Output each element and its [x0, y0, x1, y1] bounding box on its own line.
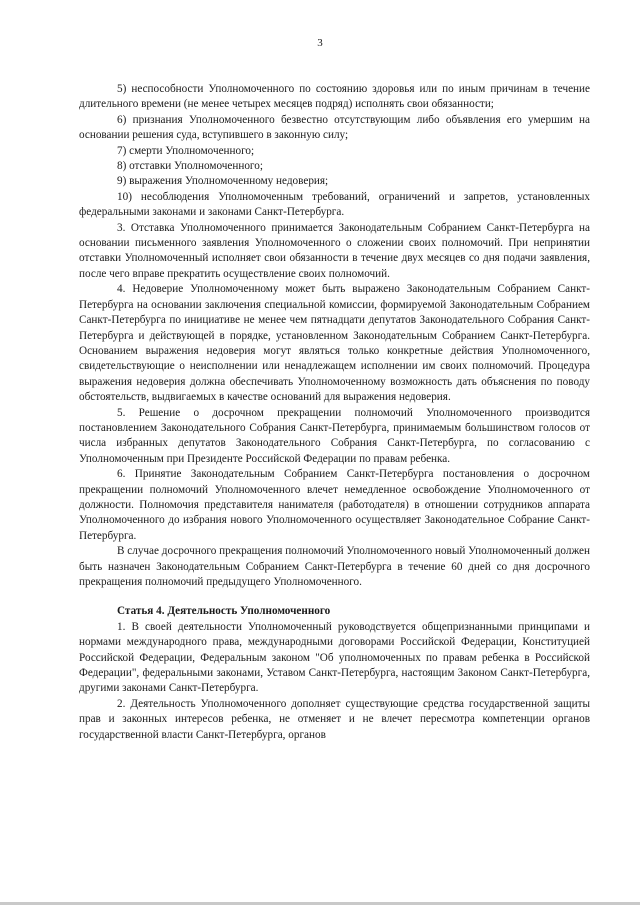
paragraph: 10) несоблюдения Уполномоченным требований, ограничений и запретов, установленных федеральными законами и законами Санкт-Петербурга. — [79, 190, 590, 219]
paragraph: 3. Отставка Уполномоченного принимается Законодательным Собранием Санкт-Петербурга на основании письменного заявления Уполномоченного о сложении своих полномочий. При непринятии отставки Уполномоченный исполняет свои обязанности в течение двух месяцев со дня подачи заявления, после чего вправе прекратить осуществление своих полномочий. — [79, 221, 590, 280]
paragraph: 9) выражения Уполномоченному недоверия; — [117, 175, 329, 188]
paragraph: 6) признания Уполномоченного безвестно отсутствующим либо объявления его умершим на основании решения суда, вступившего в законную силу; — [79, 113, 590, 142]
paragraph: В случае досрочного прекращения полномочий Уполномоченного новый Уполномоченный должен быть назначен Законодательным Собранием Санкт-Петербурга в течение 60 дней со дня досрочного прекращения полномочий предыдущего Уполномоченного. — [79, 545, 590, 588]
paragraph: 7) смерти Уполномоченного; — [117, 144, 255, 157]
paragraph: 4. Недоверие Уполномоченному может быть выражено Законодательным Собранием Санкт-Петербурга на основании заключения специальной комиссии, формируемой Законодательным Собранием Санкт-Петербурга по инициативе не менее чем пятнадцати депутатов Законодательного Собрания Санкт-Петербурга и действующей в порядке, установленном Законодательным Собранием Санкт-Петербурга. Основанием выражения недоверия могут являться только конкретные действия Уполномоченного, свидетельствующие о неисполнении или ненадлежащем исполнении им своих полномочий. Процедура выражения недоверия должна обеспечивать Уполномоченному возможность дать объяснения по поводу обстоятельств, выдвигаемых в качестве оснований для выражения недоверия. — [79, 283, 590, 404]
article-heading: Статья 4. Деятельность Уполномоченного — [117, 605, 331, 618]
paragraph: 8) отставки Уполномоченного; — [117, 160, 263, 173]
document-body — [79, 82, 590, 743]
paragraph: 5. Решение о досрочном прекращении полномочий Уполномоченного производится постановлением Законодательного Собрания Санкт-Петербурга, принимаемым большинством голосов от числа избранных депутатов Законодательного Собрания Санкт-Петербурга, по согласованию с Уполномоченным при Президенте Российской Федерации по правам ребенка. — [79, 406, 590, 465]
page-number: 3 — [317, 37, 323, 49]
paragraph: 5) неспособности Уполномоченного по состоянию здоровья или по иным причинам в течение длительного времени (не менее четырех месяцев подряд) исполнять свои обязанности; — [79, 83, 590, 111]
paragraph: 6. Принятие Законодательным Собранием Санкт-Петербурга постановления о досрочном прекращении полномочий Уполномоченного влечет немедленное освобождение Уполномоченного от должности. Полномочия представителя нанимателя (работодателя) в отношении сотрудников аппарата Уполномоченного до избрания нового Уполномоченного осуществляет Законодательное Собрание Санкт-Петербурга. — [79, 468, 590, 542]
paragraph: 2. Деятельность Уполномоченного дополняет существующие средства государственной защиты прав и законных интересов ребенка, не отменяет и не влечет пересмотра компетенции органов государственной власти Санкт-Петербурга, органов — [79, 697, 590, 741]
paragraph: 1. В своей деятельности Уполномоченный руководствуется общепризнанными принципами и нормами международного права, международными договорами Российской Федерации, Конституцией Российской Федерации, Федеральным законом "Об уполномоченных по правам ребенка в Российской Федерации", федеральными законами, Уставом Санкт-Петербурга, настоящим Законом Санкт-Петербурга, другими законами Санкт-Петербурга. — [79, 620, 590, 695]
